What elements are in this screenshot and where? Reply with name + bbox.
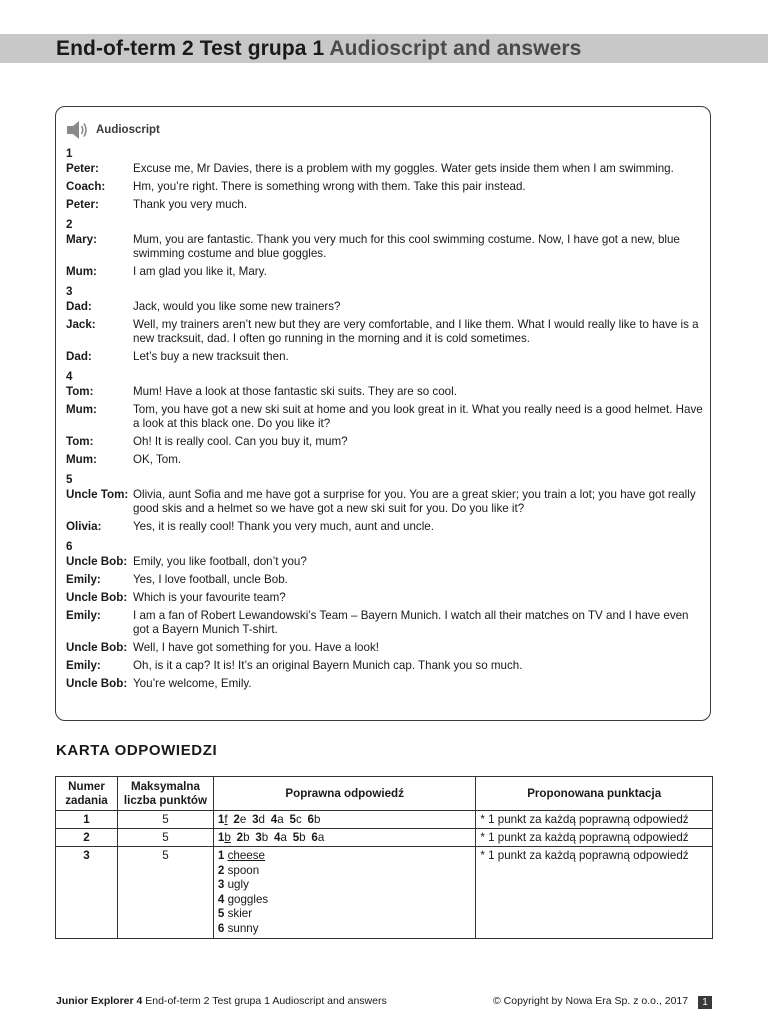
dialogue-text: Hm, you’re right. There is something wrong with them. Take this pair instead.	[133, 180, 526, 193]
dialogue-text: Let’s buy a new tracksuit then.	[133, 350, 289, 363]
dialogue-line	[66, 180, 706, 195]
answer-word: skier	[227, 907, 253, 920]
speaker-name: Coach:	[66, 180, 106, 193]
answer-letter: a	[277, 813, 284, 826]
section-number: 1	[66, 147, 73, 160]
col-correct-answer: Poprawna odpowiedź	[213, 777, 475, 811]
dialogue-text: Oh, is it a cap? It is! It’s an original Bayern Munich cap. Thank you so much.	[133, 659, 523, 672]
section-number: 3	[66, 284, 73, 298]
speaker-name: Uncle Tom:	[66, 487, 129, 501]
dialogue-text: Which is your favourite team?	[133, 590, 286, 604]
answer-word: spoon	[227, 863, 260, 877]
answer-letter: b	[243, 831, 250, 844]
answer-word: ugly	[227, 878, 249, 891]
dialogue-text: I am a fan of Robert Lewandowski’s Team – Bayern Munich. I watch all their matches on TV and I have even got a Bayern Munich T-shirt.	[133, 608, 689, 636]
dialogue-text: OK, Tom.	[133, 453, 182, 466]
answer-number: 2	[217, 863, 225, 877]
speaker-name: Dad:	[66, 299, 92, 313]
dialogue-line	[66, 520, 706, 535]
speaker-name: Peter:	[66, 198, 99, 211]
dialogue-text: Thank you very much.	[133, 198, 248, 211]
task-number-cell: 3	[56, 847, 118, 939]
answer-number: 5	[292, 831, 300, 844]
max-points-cell: 5	[117, 829, 213, 847]
answer-number: 5	[217, 907, 225, 920]
footer-copyright: © Copyright by Nowa Era Sp. z o.o., 2017	[493, 995, 689, 1007]
list-item	[218, 878, 471, 893]
dialogue-line	[66, 609, 706, 638]
section-number: 2	[66, 217, 73, 231]
dialogue-text: Olivia, aunt Sofia and me have got a surprise for you. You are a great skier; you train a lot; you have got really good skis and a helmet so we have got a new ski suit for you. Do you like it?	[133, 487, 696, 515]
answer-number: 3	[255, 831, 262, 844]
speaker-name: Dad:	[66, 350, 92, 363]
answer-letter: a	[280, 831, 287, 844]
task-number-cell: 2	[56, 829, 118, 847]
answer-word: goggles	[227, 892, 269, 906]
speaker-name: Emily:	[66, 608, 101, 622]
table-row	[56, 829, 713, 847]
dialogue-line	[66, 265, 706, 280]
answer-number: 4	[274, 831, 281, 844]
dialogue-line	[66, 385, 706, 400]
answer-number: 3	[252, 813, 259, 826]
dialogue-text: Excuse me, Mr Davies, there is a problem with my goggles. Water gets inside them when I am swimming.	[133, 162, 674, 175]
max-points-cell: 5	[117, 811, 213, 829]
speaker-name: Emily:	[66, 572, 101, 586]
dialogue-line	[66, 641, 706, 656]
page-number: 1	[698, 996, 712, 1009]
dialogue-text: You’re welcome, Emily.	[133, 677, 252, 690]
dialogue-text: Emily, you like football, don’t you?	[133, 554, 307, 568]
dialogue-line	[66, 677, 706, 692]
dialogue-line	[66, 350, 706, 365]
list-item	[218, 864, 471, 879]
dialogue-line	[66, 300, 706, 315]
dialogue-line	[66, 555, 706, 570]
answer-number: 2	[233, 813, 240, 826]
dialogue-line	[66, 488, 706, 517]
answer-number: 6	[311, 831, 318, 844]
dialogue-text: I am glad you like it, Mary.	[133, 265, 267, 278]
speaker-name: Emily:	[66, 659, 101, 672]
answer-cell	[213, 829, 475, 847]
answer-word: sunny	[227, 921, 259, 935]
scoring-cell: * 1 punkt za każdą poprawną odpowiedź	[476, 829, 713, 847]
answer-number: 2	[236, 831, 244, 844]
dialogue-text: Mum! Have a look at those fantastic ski suits. They are so cool.	[133, 384, 457, 398]
answer-letter: d	[258, 813, 265, 826]
speaker-name: Mary:	[66, 232, 97, 246]
section-number: 5	[66, 472, 73, 486]
dialogue-text: Jack, would you like some new trainers?	[133, 299, 341, 313]
answer-letter: b	[261, 831, 269, 844]
max-points-cell: 5	[117, 847, 213, 939]
answer-letter: f	[224, 813, 228, 826]
dialogue-line	[66, 573, 706, 588]
dialogue-line	[66, 198, 706, 213]
answer-sheet-title: KARTA ODPOWIEDZI	[56, 742, 218, 759]
list-item	[218, 907, 471, 922]
answer-number: 3	[217, 878, 225, 891]
dialogue-text: Tom, you have got a new ski suit at home and you look great in it. What you really need is a good helmet. Have a look at this black one. Do you like it?	[133, 402, 703, 430]
title-sub: Audioscript and answers	[329, 37, 582, 60]
answer-cell	[213, 847, 475, 939]
speaker-name: Uncle Bob:	[66, 677, 128, 690]
answer-letter: e	[239, 813, 247, 826]
scoring-cell: * 1 punkt za każdą poprawną odpowiedź	[476, 847, 713, 939]
dialogue-line	[66, 318, 706, 347]
dialogue-line	[66, 591, 706, 606]
speaker-name: Uncle Bob:	[66, 590, 128, 604]
dialogue-text: Yes, it is really cool! Thank you very much, aunt and uncle.	[133, 520, 434, 533]
answers-body	[56, 811, 713, 939]
answer-number: 1	[217, 849, 225, 862]
audioscript-label: Audioscript	[96, 124, 160, 136]
speaker-icon	[66, 120, 90, 140]
speaker-name: Uncle Bob:	[66, 554, 128, 568]
answer-letter: b	[314, 813, 321, 826]
speaker-name: Tom:	[66, 384, 94, 398]
answer-number: 1	[217, 813, 225, 826]
answers-table	[55, 776, 713, 939]
dialogue-line	[66, 435, 706, 450]
speaker-name: Uncle Bob:	[66, 641, 128, 654]
speaker-name: Mum:	[66, 265, 97, 278]
dialogue-text: Mum, you are fantastic. Thank you very much for this cool swimming costume. Now, I have got a new, blue swimming costume and blue goggles.	[133, 232, 680, 260]
speaker-name: Mum:	[66, 453, 97, 466]
answer-number: 6	[307, 813, 314, 826]
footer	[56, 995, 387, 1007]
audioscript-header	[66, 120, 160, 140]
speaker-name: Mum:	[66, 402, 97, 416]
title-main: End-of-term 2 Test grupa 1	[56, 37, 325, 60]
dialogue-line	[66, 453, 706, 468]
scoring-cell: * 1 punkt za każdą poprawną odpowiedź	[476, 811, 713, 829]
page-title	[56, 35, 581, 63]
col-max-points: Maksymalna liczba punktów	[117, 777, 213, 811]
answer-letter: b	[299, 831, 306, 844]
answer-number: 4	[217, 892, 225, 906]
answer-letter: a	[317, 831, 325, 844]
answer-letter: c	[295, 813, 302, 826]
dialogue-text: Oh! It is really cool. Can you buy it, mum?	[133, 435, 348, 448]
audioscript-body	[66, 142, 706, 695]
task-number-cell: 1	[56, 811, 118, 829]
dialogue-text: Well, I have got something for you. Have a look!	[133, 641, 379, 654]
list-item	[218, 922, 471, 937]
answer-letter: b	[224, 831, 231, 844]
speaker-name: Jack:	[66, 317, 96, 331]
dialogue-line	[66, 403, 706, 432]
dialogue-line	[66, 233, 706, 262]
dialogue-text: Well, my trainers aren’t new but they are very comfortable, and I like them. What I would really like to have is a new tracksuit, dad. I often go running in the morning and it is cold sometimes.	[133, 317, 699, 345]
col-task-number: Numer zadania	[56, 777, 118, 811]
answer-cell	[213, 811, 475, 829]
dialogue-text: Yes, I love football, uncle Bob.	[133, 572, 288, 586]
table-row	[56, 811, 713, 829]
speaker-name: Olivia:	[66, 520, 102, 533]
col-scoring: Proponowana punktacja	[476, 777, 713, 811]
answer-number: 4	[270, 813, 278, 826]
answer-number: 6	[217, 921, 225, 935]
answer-word: cheese	[227, 849, 265, 862]
speaker-name: Tom:	[66, 435, 94, 448]
answer-number: 1	[217, 831, 225, 844]
footer-series: Junior Explorer 4	[56, 995, 143, 1007]
list-item	[218, 849, 471, 864]
footer-doc: End-of-term 2 Test grupa 1 Audioscript and answers	[145, 995, 387, 1007]
speaker-name: Peter:	[66, 162, 99, 175]
section-number: 6	[66, 539, 73, 553]
list-item	[218, 893, 471, 908]
table-row	[56, 847, 713, 939]
dialogue-line	[66, 659, 706, 674]
dialogue-line	[66, 162, 706, 177]
section-number: 4	[66, 369, 73, 383]
answer-number: 5	[289, 813, 296, 826]
